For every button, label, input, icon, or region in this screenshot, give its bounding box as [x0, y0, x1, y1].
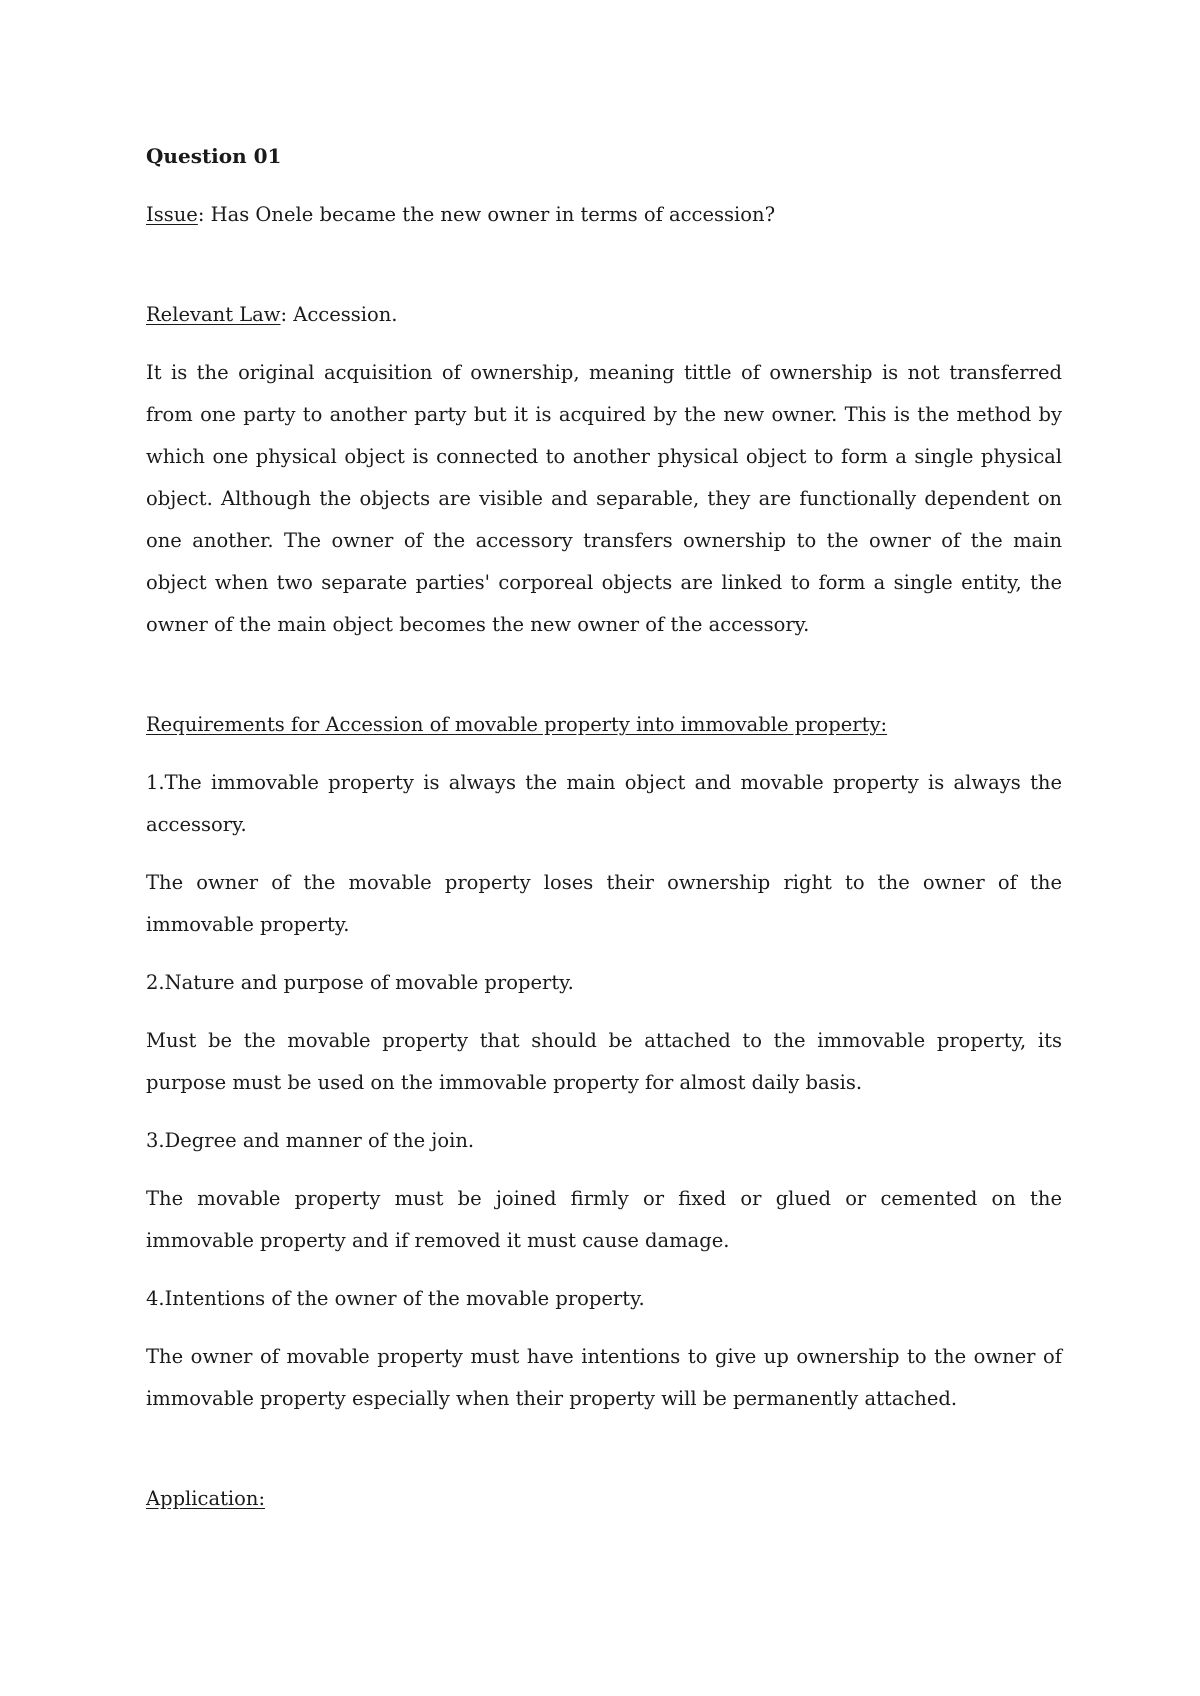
requirement-4-body: The owner of movable property must have intentions to give up ownership to the owner of immovable property especially when their property will be permanently attached.: [146, 1345, 1062, 1410]
requirement-1-body: The owner of the movable property loses their ownership right to the owner of the immovable property.: [146, 871, 1062, 936]
requirement-2-heading: 2.Nature and purpose of movable property.: [146, 971, 574, 994]
requirements-heading-text: Requirements for Accession of movable property into immovable property:: [146, 713, 888, 736]
requirement-2-body: Must be the movable property that should be attached to the immovable property, its purpose must be used on the immovable property for almost daily basis.: [146, 1029, 1062, 1094]
requirement-3-body: The movable property must be joined firmly or fixed or glued or cemented on the immovable property and if removed it must cause damage.: [146, 1187, 1062, 1252]
document-content: [146, 142, 1062, 1520]
issue-line: [146, 194, 1062, 236]
issue-text: : Has Onele became the new owner in terms of accession?: [197, 203, 776, 226]
application-heading: [146, 1478, 1062, 1520]
requirement-4-heading: 4.Intentions of the owner of the movable property.: [146, 1287, 645, 1310]
application-heading-text: Application:: [146, 1487, 266, 1510]
issue-label: Issue: [146, 203, 198, 226]
requirement-1-heading: 1.The immovable property is always the main object and movable property is always the accessory.: [146, 771, 1062, 836]
accession-definition-paragraph: It is the original acquisition of ownership, meaning tittle of ownership is not transferred from one party to another party but it is acquired by the new owner. This is the method by which one physical object is connected to another physical object to form a single physical object. Although the objects are visible and separable, they are functionally dependent on one another. The owner of the accessory transfers ownership to the owner of the main object when two separate parties' corporeal objects are linked to form a single entity, the owner of the main object becomes the new owner of the accessory.: [146, 361, 1062, 636]
requirement-3-heading: 3.Degree and manner of the join.: [146, 1129, 475, 1152]
question-title: Question 01: [146, 144, 282, 168]
relevant-law-line: [146, 294, 1062, 336]
relevant-law-text: : Accession.: [280, 303, 398, 326]
relevant-law-label: Relevant Law: [146, 303, 281, 326]
requirements-heading: [146, 704, 1062, 746]
